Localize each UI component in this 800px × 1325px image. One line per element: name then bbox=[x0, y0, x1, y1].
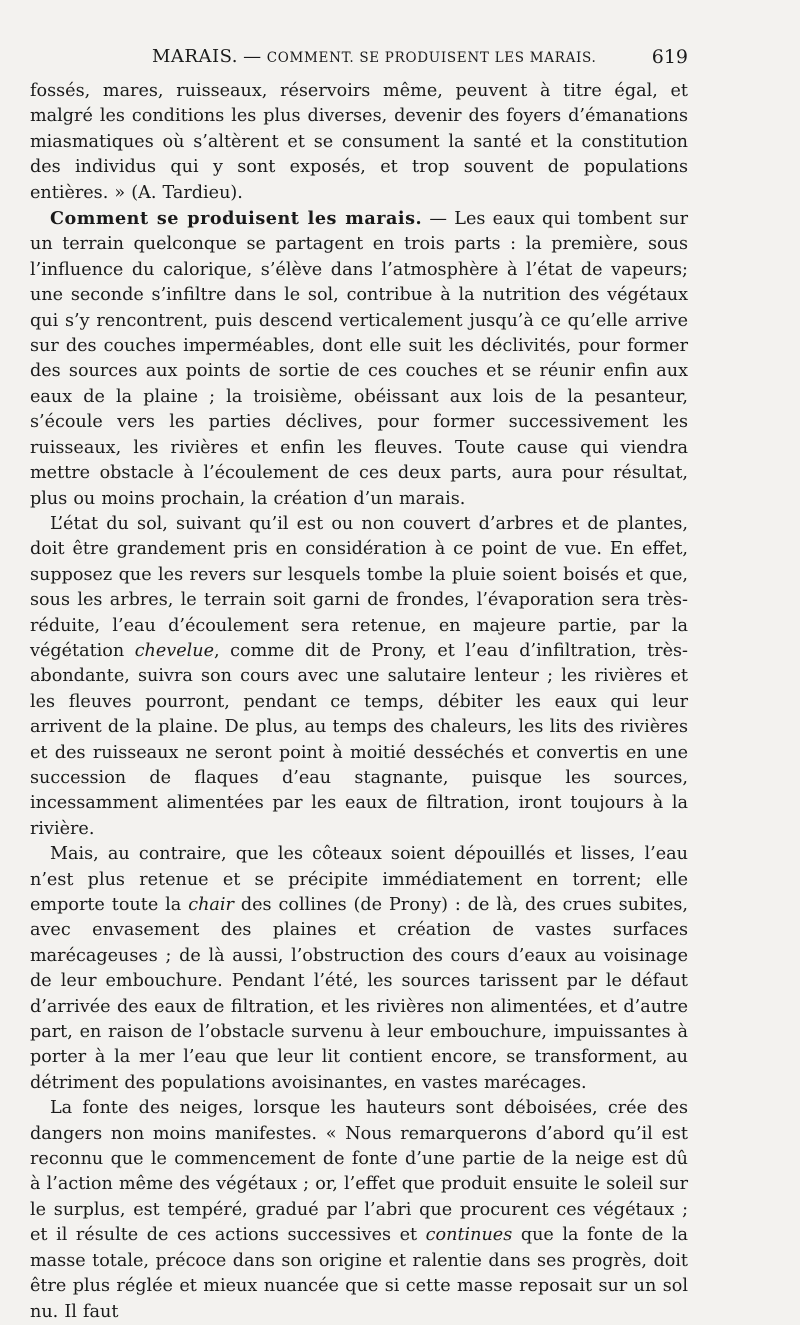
paragraph-4 bbox=[30, 842, 688, 1096]
paragraph-4-emphasis: chair bbox=[188, 895, 234, 915]
paragraph-1: fossés, mares, ruisseaux, réservoirs même, peuvent à titre égal, et malgré les conditions les plus diverses, devenir des foyers d’émanations miasmatiques où s’altèrent et se consument la santé et la constitution des individus qui y sont exposés, et trop souvent de populations entières. » (A. Tardieu). bbox=[30, 81, 688, 203]
paragraph-3-after: , comme dit de Prony, et l’eau d’infiltration, très-abondante, suivra son cours avec une salutaire lenteur ; les rivières et les fleuves pourront, pendant ce temps, débiter les eaux qui leur arrivent de la plaine. De plus, au temps des chaleurs, les lits des rivières et des ruisseaux ne seront point à moitié desséchés et convertis en une succession de flaques d’eau stagnante, puisque les sources, incessamment alimentées par les eaux de filtration, iront toujours à la rivière. bbox=[30, 640, 688, 839]
header-section: COMMENT. SE PRODUISENT LES MARAIS. bbox=[266, 50, 597, 66]
paragraph-5-before: La fonte des neiges, lorsque les hauteurs sont déboisées, crée des dangers non moins manifestes. « Nous remarquerons d’abord qu’il est reconnu que le commencement de fonte d’une partie de la neige est dû à l’action même des végétaux ; or, l’effet que produit ensuite le soleil sur le surplus, est tempéré, gradué par l’abri que procurent ces végétaux ; et il résulte de ces actions successives et bbox=[30, 1098, 688, 1246]
page-number: 619 bbox=[651, 46, 688, 68]
running-header bbox=[152, 46, 688, 74]
body-text bbox=[30, 79, 688, 1325]
paragraph-4-before: Mais, au contraire, que les côteaux soient dépouillés et lisses, l’eau n’est plus retenue et se précipite immédiatement en torrent; elle emporte toute la bbox=[30, 844, 688, 915]
paragraph-5-emphasis: continues bbox=[425, 1225, 513, 1246]
paragraph-3-before: L’état du sol, suivant qu’il est ou non couvert d’arbres et de plantes, doit être grandement pris en considération à ce point de vue. En effet, supposez que les revers sur lesquels tombe la pluie soient boisés et que, sous les arbres, le terrain soit garni de frondes, l’évaporation sera très-réduite, l’eau d’écoulement sera retenue, en majeure partie, par la végétation bbox=[30, 513, 688, 661]
section-heading: Comment se produisent les marais. bbox=[50, 208, 423, 230]
header-dash: — bbox=[243, 46, 262, 67]
paragraph-5-after: que la fonte de la masse totale, précoce dans son origine et ralentie dans ses progrès, doit être plus réglée et mieux nuancée que si cette masse reposait sur un sol nu. Il faut bbox=[30, 1225, 688, 1322]
paragraph-2-text: — Les eaux qui tombent sur un terrain quelconque se partagent en trois parts : la première, sous l’influence du calorique, s’élève dans l’atmosphère à l’état de vapeurs; une seconde s’infiltre dans le sol, contribue à la nutrition des végétaux qui s’y rencontrent, puis descend verticalement jusqu’à ce qu’elle arrive sur des couches imperméables, dont elle suit les déclivités, pour former des sources aux points de sortie de ces couches et se réunir enfin aux eaux de la plaine ; la troisième, obéissant aux lois de la pesanteur, s’écoule vers les parties déclives, pour former successivement les ruisseaux, les rivières et enfin les fleuves. Toute cause qui viendra mettre obstacle à l’écoulement de ces deux parts, aura pour résultat, plus ou moins prochain, la création d’un marais. bbox=[30, 209, 688, 509]
paragraph-2 bbox=[30, 206, 688, 512]
paragraph-5 bbox=[30, 1096, 688, 1325]
header-chapter: MARAIS. bbox=[152, 46, 239, 67]
paragraph-4-after: des collines (de Prony) : de là, des crues subites, avec envasement des plaines et création de vastes surfaces marécageuses ; de là aussi, l’obstruction des cours d’eaux au voisinage de leur embouchure. Pendant l’été, les sources tarissent par le défaut d’arrivée des eaux de filtration, et les rivières non alimentées, et d’autre part, en raison de l’obstacle survenu à leur embouchure, impuissantes à porter à la mer l’eau que leur lit contient encore, se transforment, au détriment des populations avoisinantes, en vastes marécages. bbox=[30, 895, 688, 1093]
paragraph-3 bbox=[30, 512, 688, 842]
paragraph-3-emphasis: chevelue bbox=[134, 640, 215, 661]
